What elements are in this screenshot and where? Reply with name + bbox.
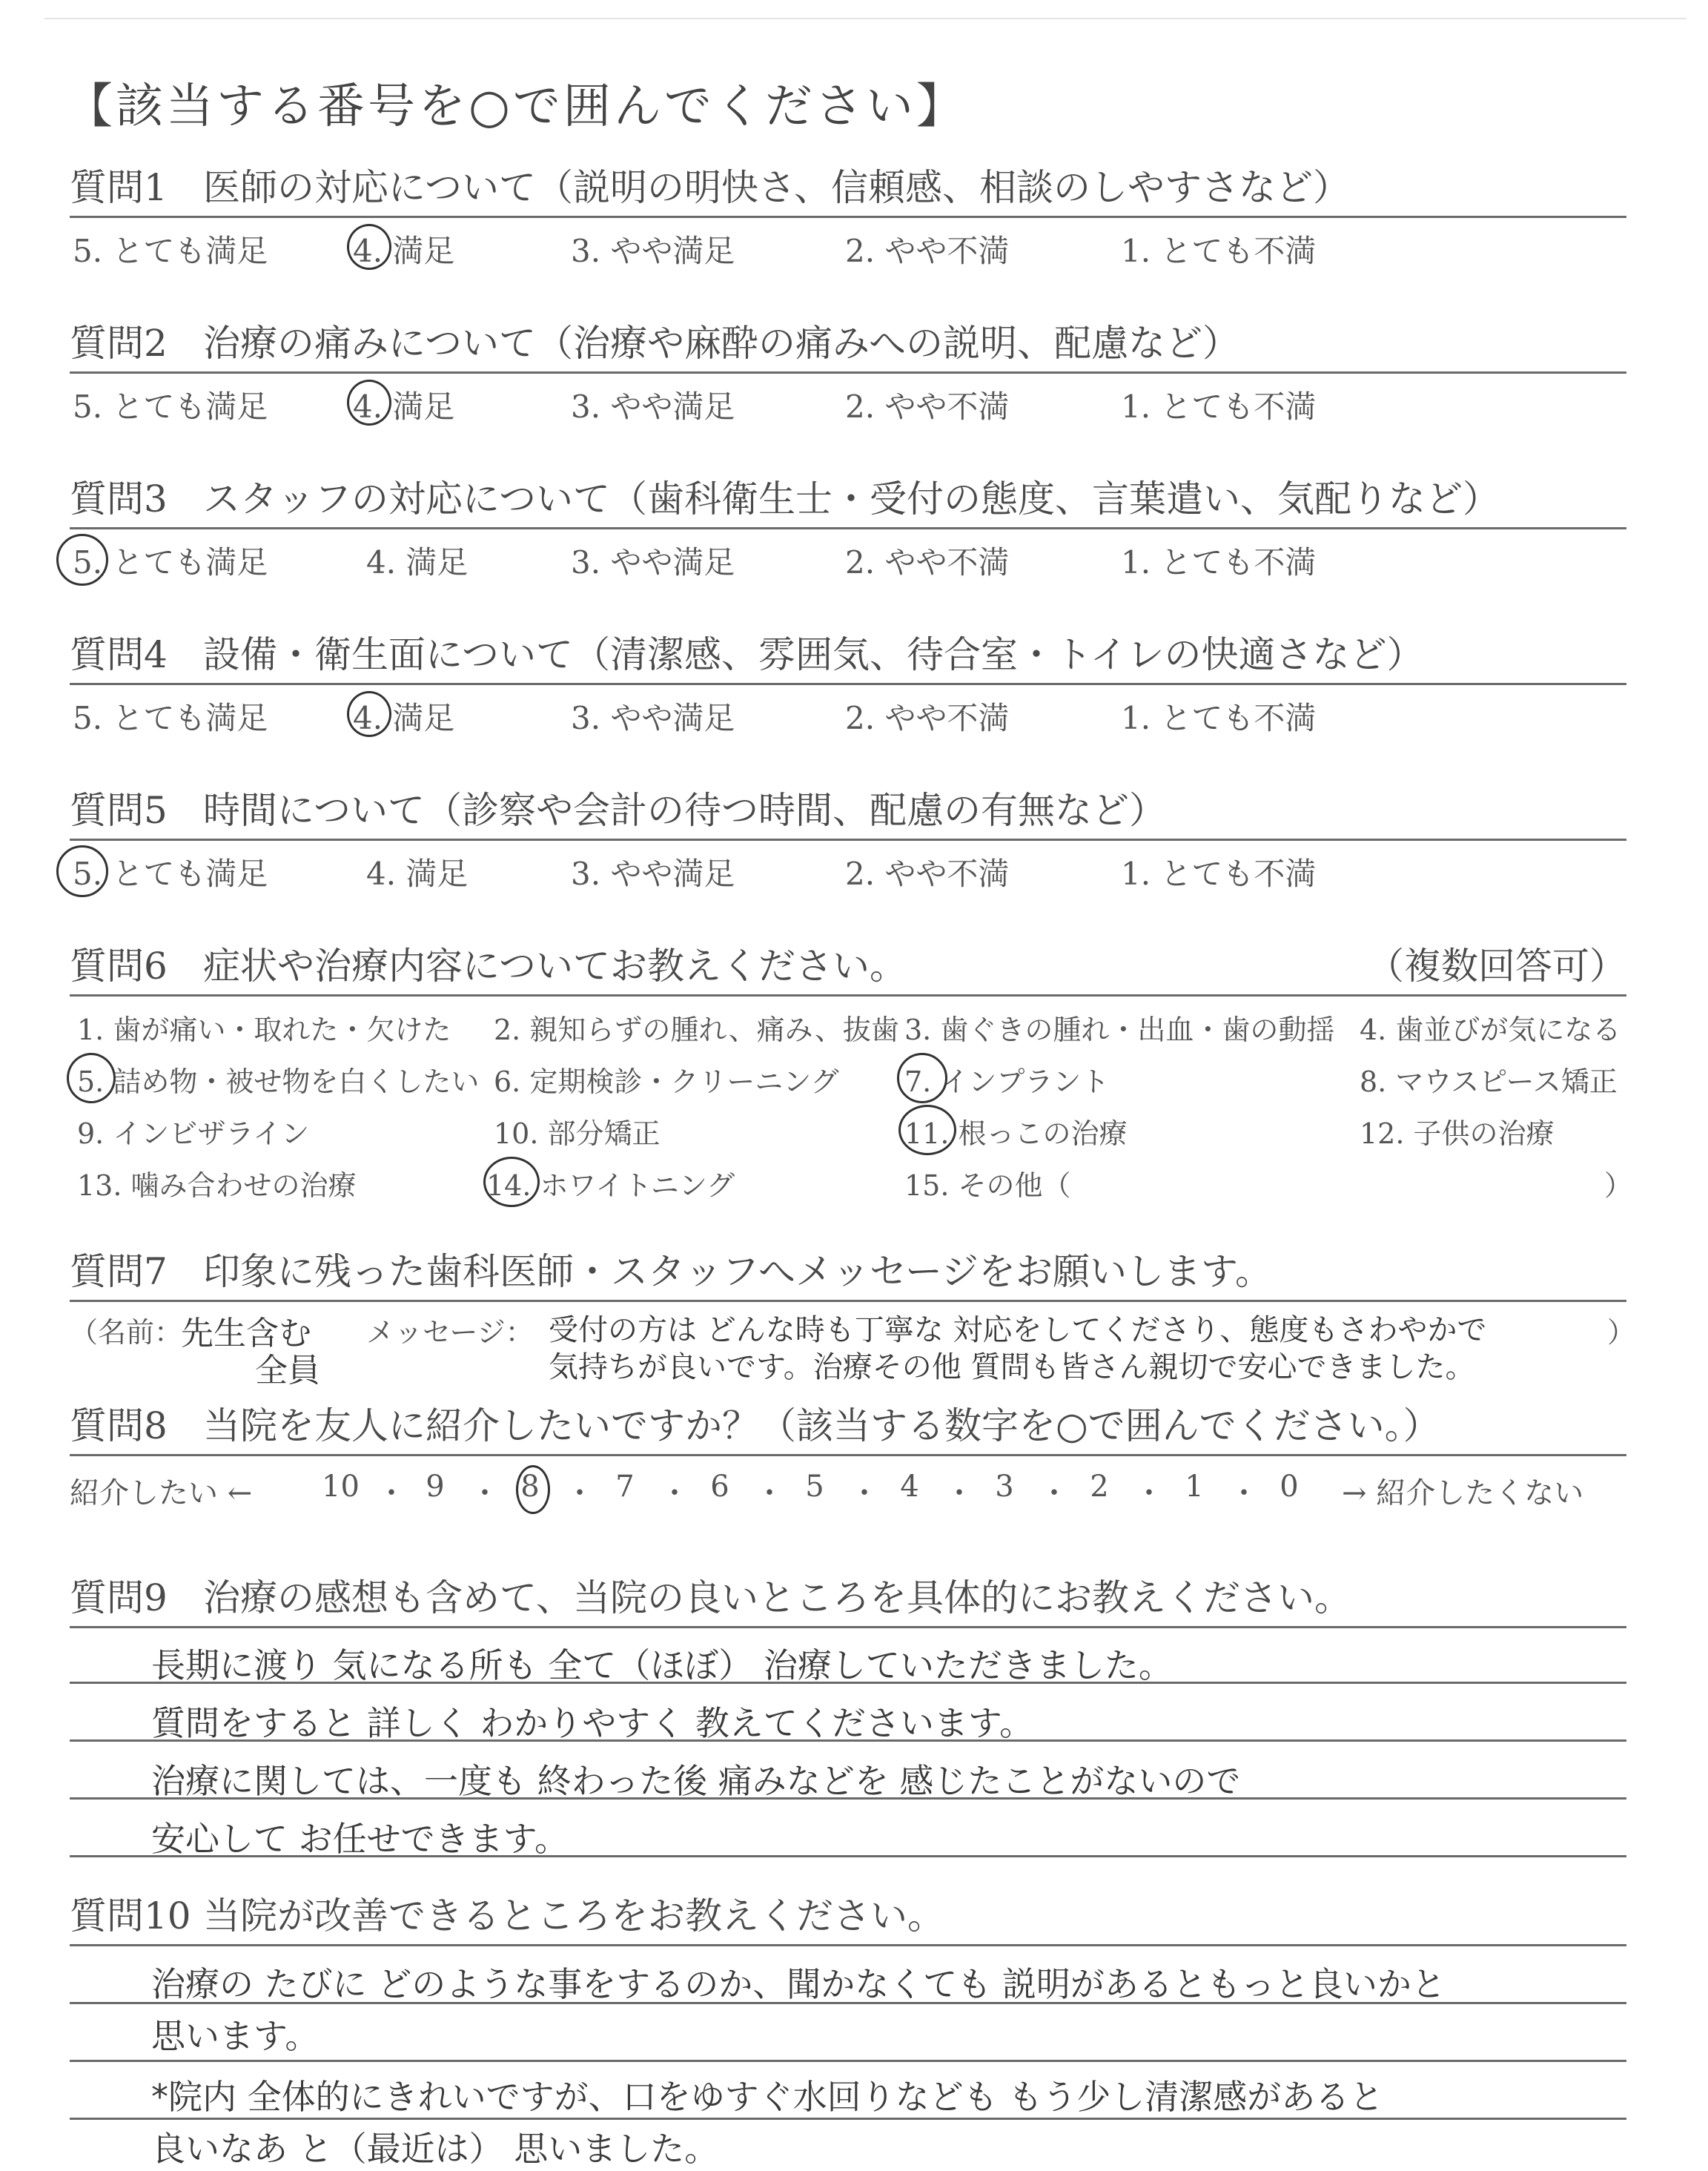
question-header	[70, 156, 1626, 218]
answer-lines[interactable]	[70, 1628, 1626, 1917]
question-text: 時間について（診察や会計の待つ時間、配慮の有無など）	[203, 789, 1166, 832]
selection-circle	[483, 1157, 540, 1207]
selection-circle	[347, 380, 391, 426]
scale-separator: ・	[944, 1476, 974, 1510]
symptom-option-selected[interactable]: 11. 根っこの治療	[904, 1111, 1128, 1151]
question-header	[70, 934, 1626, 997]
scale-separator: ・	[660, 1476, 689, 1510]
rating-options	[70, 374, 1626, 430]
question-text: スタッフの対応について（歯科衛生士・受付の態度、言葉遣い、気配りなど）	[203, 478, 1500, 521]
symptom-option[interactable]: 10. 部分矯正	[494, 1117, 661, 1150]
ruled-line	[70, 2060, 1626, 2062]
symptom-option[interactable]: 9. インビザライン	[77, 1117, 310, 1150]
handwritten-answer: 良いなあ と（最近は） 思いました。	[151, 2129, 719, 2169]
question-4	[70, 623, 1626, 741]
rating-options	[70, 218, 1626, 274]
option-3[interactable]: 3. やや満足	[571, 233, 735, 269]
multiple-answers-note: （複数回答可）	[1367, 945, 1626, 988]
handwritten-answer: 質問をすると 詳しく わかりやすく 教えてくださいます。	[151, 1703, 1034, 1743]
question-2	[70, 311, 1626, 430]
option-2[interactable]: 2. やや不満	[845, 856, 1010, 892]
scale-separator: ・	[565, 1476, 595, 1510]
question-label: 質問7	[70, 1250, 168, 1293]
question-header	[70, 311, 1626, 374]
scale-right-label: → 紹介したくない	[1342, 1476, 1584, 1510]
option-4[interactable]: 4. 満足	[353, 383, 454, 427]
option-5[interactable]: 5. とても満足	[73, 233, 268, 269]
handwritten-answer: 治療の たびに どのような事をするのか、聞かなくても 説明があるともっと良いかと	[151, 1964, 1446, 2004]
message-area[interactable]	[70, 1302, 1636, 1389]
question-header	[70, 623, 1626, 685]
symptom-option[interactable]: 8. マウスピース矯正	[1360, 1065, 1618, 1098]
message-label: メッセージ：	[366, 1316, 534, 1349]
question-6	[70, 934, 1633, 1212]
question-5	[70, 779, 1626, 897]
scale-value[interactable]: 7	[615, 1470, 635, 1504]
handwritten-name: 全員	[255, 1352, 320, 1389]
question-header	[70, 1394, 1626, 1456]
question-label: 質問9	[70, 1576, 168, 1619]
question-3	[70, 467, 1626, 586]
option-5[interactable]: 5. とても満足	[73, 389, 268, 425]
option-3[interactable]: 3. やや満足	[571, 389, 735, 425]
question-header	[70, 1566, 1626, 1628]
symptom-option-selected[interactable]: 5. 詰め物・被せ物を白くしたい	[77, 1059, 479, 1100]
option-2[interactable]: 2. やや不満	[845, 233, 1010, 269]
option-4[interactable]: 4. 満足	[366, 856, 469, 892]
symptom-option-selected[interactable]: 7. インプラント	[904, 1059, 1109, 1100]
selection-circle	[347, 691, 391, 737]
recommend-scale	[70, 1456, 1626, 1523]
selection-circle	[56, 845, 108, 897]
scale-separator: ・	[755, 1476, 784, 1510]
scale-value[interactable]: 3	[995, 1470, 1014, 1504]
option-2[interactable]: 2. やや不満	[845, 700, 1010, 736]
question-text: 当院が改善できるところをお教えください。	[203, 1894, 944, 1937]
question-text: 設備・衛生面について（清潔感、雰囲気、待合室・トイレの快適さなど）	[203, 633, 1424, 676]
symptom-option-selected[interactable]: 14. ホワイトニング	[486, 1163, 735, 1203]
question-label: 質問8	[70, 1404, 168, 1447]
scale-separator: ・	[377, 1476, 406, 1510]
rating-options	[70, 841, 1626, 897]
name-label: （名前：	[70, 1316, 183, 1349]
symptom-options	[70, 997, 1633, 1212]
option-4[interactable]: 4. 満足	[366, 544, 469, 581]
option-5[interactable]: 5. とても満足	[73, 700, 268, 736]
scale-value[interactable]: 1	[1185, 1470, 1204, 1504]
question-text: 症状や治療内容についてお教えください。	[203, 945, 907, 988]
question-header	[70, 1882, 1626, 1944]
scale-separator: ・	[850, 1476, 879, 1510]
option-1[interactable]: 1. とても不満	[1121, 233, 1317, 269]
question-header	[70, 779, 1626, 841]
symptom-option-other[interactable]: 15. その他（	[904, 1169, 1071, 1202]
scale-left-label: 紹介したい ←	[70, 1476, 253, 1510]
rating-options	[70, 529, 1626, 586]
option-4[interactable]: 4. 満足	[353, 694, 454, 738]
option-1[interactable]: 1. とても不満	[1121, 544, 1317, 581]
option-3[interactable]: 3. やや満足	[571, 700, 735, 736]
selection-circle	[898, 1105, 956, 1155]
scale-separator: ・	[1229, 1476, 1259, 1510]
option-3[interactable]: 3. やや満足	[571, 544, 735, 581]
option-5[interactable]: 5. とても満足	[73, 538, 268, 583]
handwritten-answer: 安心して お任せできます。	[151, 1819, 569, 1859]
question-label: 質問1	[70, 166, 168, 209]
question-8	[70, 1394, 1626, 1523]
question-label: 質問4	[70, 633, 168, 676]
top-divider	[44, 18, 1687, 19]
scale-separator: ・	[1039, 1476, 1069, 1510]
selection-circle	[56, 534, 108, 586]
question-header	[70, 1240, 1626, 1302]
selection-circle	[347, 224, 391, 270]
question-9	[70, 1566, 1626, 1917]
option-4[interactable]: 4. 満足	[353, 227, 454, 271]
scale-value[interactable]: 4	[900, 1470, 919, 1504]
question-label: 質問10	[70, 1894, 191, 1937]
option-3[interactable]: 3. やや満足	[571, 856, 735, 892]
question-text: 印象に残った歯科医師・スタッフへメッセージをお願いします。	[203, 1250, 1272, 1293]
page-instruction: 【該当する番号を○で囲んでください】	[65, 79, 967, 134]
rating-options	[70, 685, 1626, 741]
ruled-line	[70, 1944, 1626, 1946]
option-5[interactable]: 5. とても満足	[73, 850, 268, 894]
option-2[interactable]: 2. やや不満	[845, 389, 1010, 425]
option-1[interactable]: 1. とても不満	[1121, 856, 1317, 892]
handwritten-message: 受付の方は どんな時も丁寧な 対応をしてくださり、態度もさわやかで	[549, 1313, 1487, 1347]
option-2[interactable]: 2. やや不満	[845, 544, 1010, 581]
question-text: 治療の痛みについて（治療や麻酔の痛みへの説明、配慮など）	[203, 322, 1239, 365]
scale-value[interactable]: 0	[1280, 1470, 1299, 1504]
question-1	[70, 156, 1626, 274]
scale-value[interactable]: 2	[1090, 1470, 1109, 1504]
symptom-option[interactable]: 13. 噛み合わせの治療	[77, 1169, 357, 1202]
symptom-option[interactable]: 3. 歯ぐきの腫れ・出血・歯の動揺	[904, 1014, 1335, 1046]
symptom-option[interactable]: 4. 歯並びが気になる	[1360, 1014, 1621, 1046]
question-header	[70, 467, 1626, 529]
scale-value[interactable]: 5	[805, 1470, 824, 1504]
message-close-paren: ）	[1607, 1316, 1636, 1349]
handwritten-message: 気持ちが良いです。治療その他 質問も皆さん親切で安心できました。	[549, 1350, 1475, 1384]
question-label: 質問2	[70, 322, 168, 365]
option-1[interactable]: 1. とても不満	[1121, 700, 1317, 736]
scale-value[interactable]: 6	[710, 1470, 729, 1504]
question-label: 質問3	[70, 478, 168, 521]
symptom-option[interactable]: 2. 親知らずの腫れ、痛み、抜歯	[494, 1014, 899, 1046]
handwritten-name: 先生含む	[181, 1315, 311, 1352]
question-label: 質問6	[70, 945, 168, 988]
question-10	[70, 1882, 1626, 2169]
handwritten-answer: 思います。	[151, 2016, 320, 2056]
handwritten-answer: 長期に渡り 気になる所も 全て（ほぼ） 治療していただきました。	[151, 1645, 1173, 1685]
symptom-option[interactable]: 1. 歯が痛い・取れた・欠けた	[77, 1014, 451, 1046]
option-1[interactable]: 1. とても不満	[1121, 389, 1317, 425]
scale-separator: ・	[1134, 1476, 1164, 1510]
scale-value-selected[interactable]: 8	[512, 1470, 549, 1504]
question-text: 医師の対応について（説明の明快さ、信頼感、相談のしやすさなど）	[203, 166, 1350, 209]
symptom-option[interactable]: 12. 子供の治療	[1360, 1117, 1555, 1150]
scale-value[interactable]: 9	[426, 1470, 445, 1504]
scale-separator: ・	[470, 1476, 500, 1510]
scale-value[interactable]: 10	[322, 1470, 360, 1504]
question-text: 当院を友人に紹介したいですか？（該当する数字を○で囲んでください。）	[203, 1404, 1440, 1447]
selection-circle	[897, 1053, 947, 1103]
other-close-paren: ）	[1604, 1169, 1633, 1202]
symptom-option[interactable]: 6. 定期検診・クリーニング	[494, 1065, 839, 1098]
answer-lines[interactable]	[70, 1944, 1626, 2169]
question-text: 治療の感想も含めて、当院の良いところを具体的にお教えください。	[203, 1576, 1351, 1619]
handwritten-answer: *院内 全体的にきれいですが、口をゆすぐ水回りなども もう少し清潔感があると	[151, 2077, 1384, 2117]
question-7	[70, 1240, 1636, 1389]
selection-circle	[516, 1465, 550, 1514]
selection-circle	[67, 1053, 116, 1103]
handwritten-answer: 治療に関しては、一度も 終わった後 痛みなどを 感じたことがないので	[151, 1761, 1241, 1801]
question-label: 質問5	[70, 789, 168, 832]
